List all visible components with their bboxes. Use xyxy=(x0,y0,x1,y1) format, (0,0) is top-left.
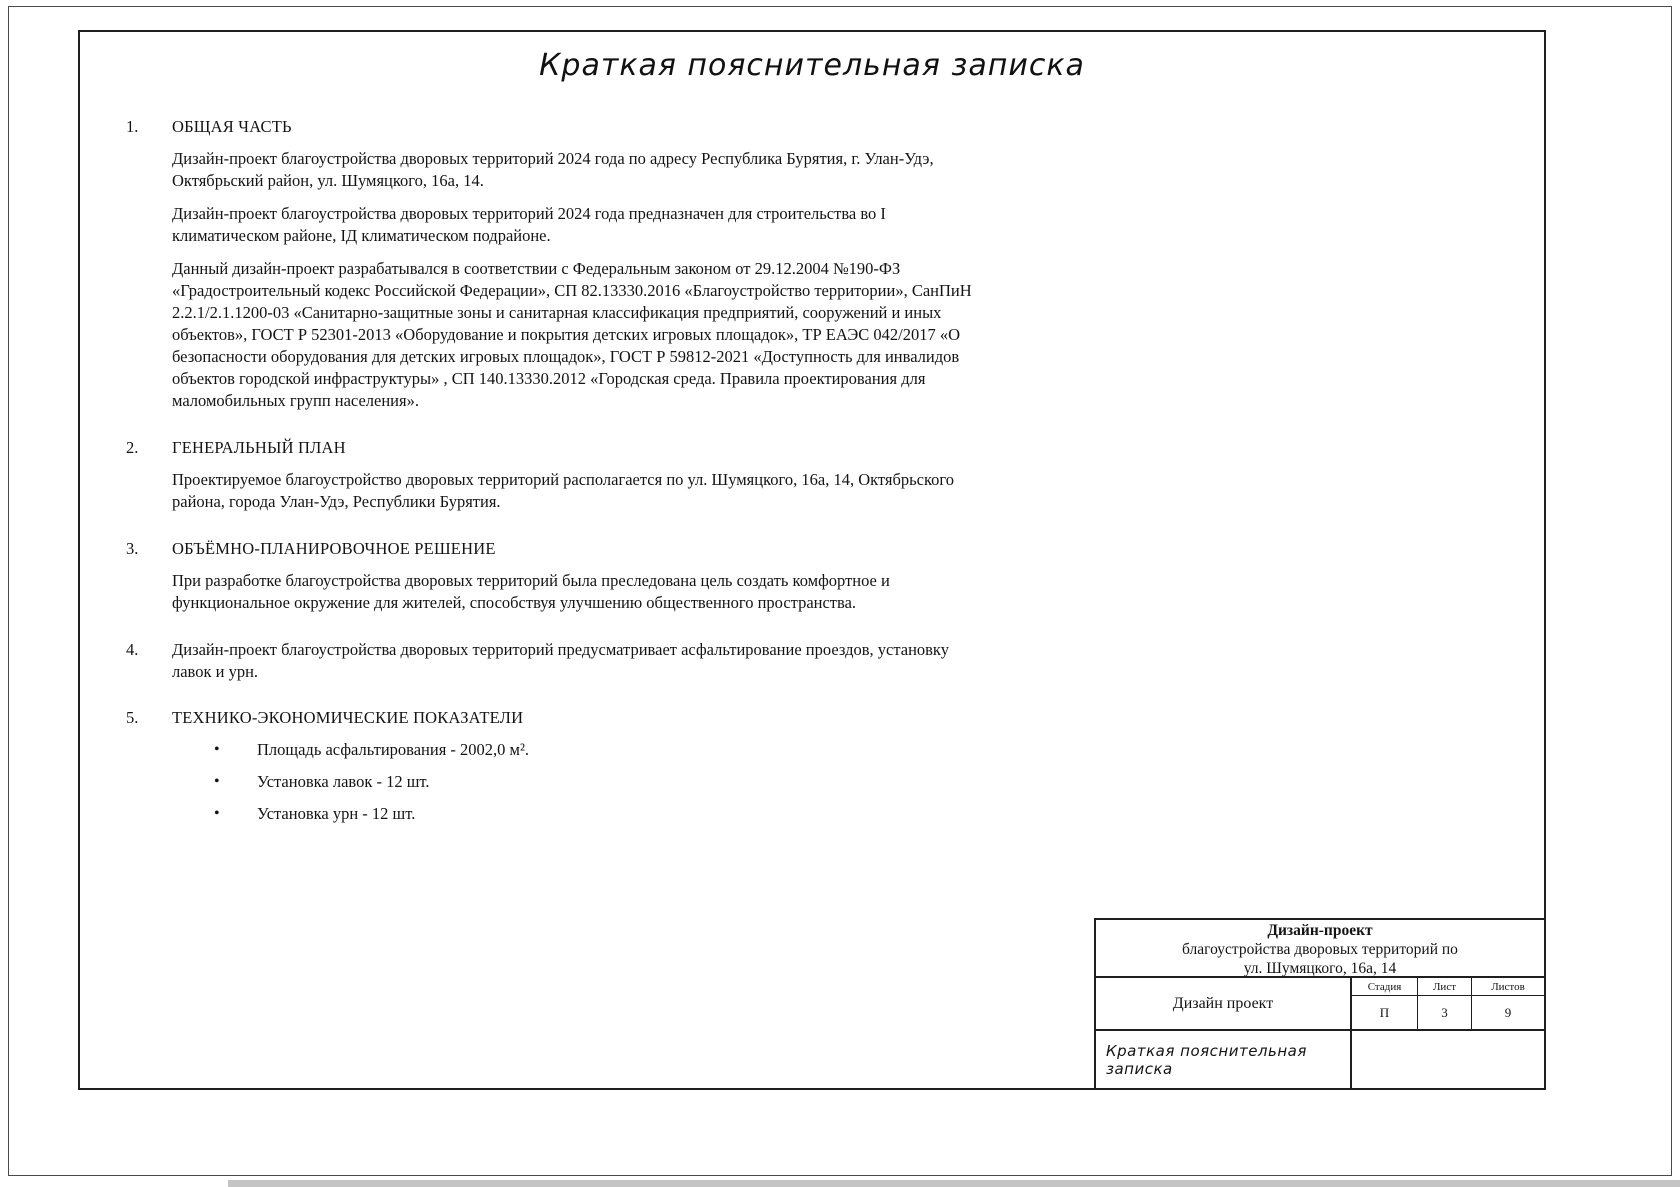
paragraph: Проектируемое благоустройство дворовых территорий располагается по ул. Шумяцкого, 16а, 14, Октябрьского района, города Улан-Удэ, Республики Бурятия. xyxy=(172,470,955,511)
document-body xyxy=(126,106,1046,839)
section-5 xyxy=(126,697,1046,835)
section-heading: ГЕНЕРАЛЬНЫЙ ПЛАН xyxy=(172,438,346,457)
title-block xyxy=(1094,918,1544,1088)
section-heading: ТЕХНИКО-ЭКОНОМИЧЕСКИЕ ПОКАЗАТЕЛИ xyxy=(172,708,524,727)
sheets-label: Листов xyxy=(1491,980,1525,993)
bullet-icon: • xyxy=(214,805,220,822)
section-text: Дизайн-проект благоустройства дворовых территорий предусматривает асфальтирование проездов, установку лавок и урн. xyxy=(172,640,949,681)
bullet-text: Площадь асфальтирования - 2002,0 м². xyxy=(257,740,530,759)
paragraph: Дизайн-проект благоустройства дворовых территорий 2024 года по адресу Республика Бурятия, г. Улан-Удэ, Октябрьский район, ул. Шумяцкого, 16а, 14. xyxy=(172,149,934,190)
bullet-text: Установка лавок - 12 шт. xyxy=(257,772,430,791)
stage-sheet-columns xyxy=(1352,978,1544,1029)
page-title: Краткая пояснительная записка xyxy=(539,48,1085,83)
section-number: 1. xyxy=(126,117,139,136)
bullet-icon: • xyxy=(214,773,220,790)
bullet-item xyxy=(214,803,974,825)
scan-artifact-strip xyxy=(228,1180,1680,1187)
section-3 xyxy=(126,528,1046,625)
project-name-cell xyxy=(1096,920,1544,978)
sheets-value: 9 xyxy=(1504,1004,1512,1020)
section-number: 2. xyxy=(126,438,139,457)
doc-type-cell: Краткая пояснительная записка xyxy=(1096,1031,1352,1088)
org-cell: Дизайн проект xyxy=(1096,978,1352,1029)
section-2 xyxy=(126,427,1046,524)
bullet-text: Установка урн - 12 шт. xyxy=(257,804,416,823)
project-name-line3: ул. Шумяцкого, 16а, 14 xyxy=(1243,960,1397,977)
stamp-bottom-row xyxy=(1096,1031,1544,1088)
paragraph: При разработке благоустройства дворовых территорий была преследована цель создать комфортное и функциональное окружение для жителей, способствуя улучшению общественного пространства. xyxy=(172,571,890,612)
bullet-list xyxy=(172,739,974,825)
section-1 xyxy=(126,106,1046,423)
paragraph: Данный дизайн-проект разрабатывался в соответствии с Федеральным законом от 29.12.2004 №190-ФЗ «Градостроительный кодекс Российской Федерации», СП 82.13330.2016 «Благоустройство территории», СанПиН 2.2.1/2.1.1200-03 «Санитарно-защитные зоны и санитарная классификация предприятий, сооружений и иных объектов», ГОСТ Р 52301-2013 «Оборудование и покрытия детских игровых площадок», ТР ЕАЭС 042/2017 «О безопасности оборудования для детских игровых площадок», ГОСТ Р 59812-2021 «Доступность для инвалидов объектов городской инфраструктуры» , СП 140.13330.2012 «Городская среда. Правила проектирования для маломобильных групп населения». xyxy=(172,259,972,410)
paragraph: Дизайн-проект благоустройства дворовых территорий 2024 года предназначен для строительства во I климатическом районе, IД климатическом подрайоне. xyxy=(172,204,886,245)
section-4 xyxy=(126,629,1046,693)
section-number: 3. xyxy=(126,539,139,558)
section-heading: ОБЩАЯ ЧАСТЬ xyxy=(172,117,292,136)
sheet-value: 3 xyxy=(1418,996,1472,1029)
bullet-item xyxy=(214,771,974,793)
stamp-empty-cell xyxy=(1352,1031,1544,1088)
section-heading: ОБЪЁМНО-ПЛАНИРОВОЧНОЕ РЕШЕНИЕ xyxy=(172,539,496,558)
section-number: 4. xyxy=(126,640,139,659)
project-name-bold: Дизайн-проект xyxy=(1267,922,1373,939)
section-number: 5. xyxy=(126,708,139,727)
project-name-line2: благоустройства дворовых территорий по xyxy=(1182,941,1458,958)
drawing-frame xyxy=(78,30,1546,1090)
sheet-label: Лист xyxy=(1418,978,1472,995)
stage-value: П xyxy=(1352,996,1418,1029)
bullet-item xyxy=(214,739,974,761)
stage-label: Стадия xyxy=(1352,978,1418,995)
stamp-middle-row xyxy=(1096,978,1544,1031)
bullet-icon: • xyxy=(214,741,220,758)
